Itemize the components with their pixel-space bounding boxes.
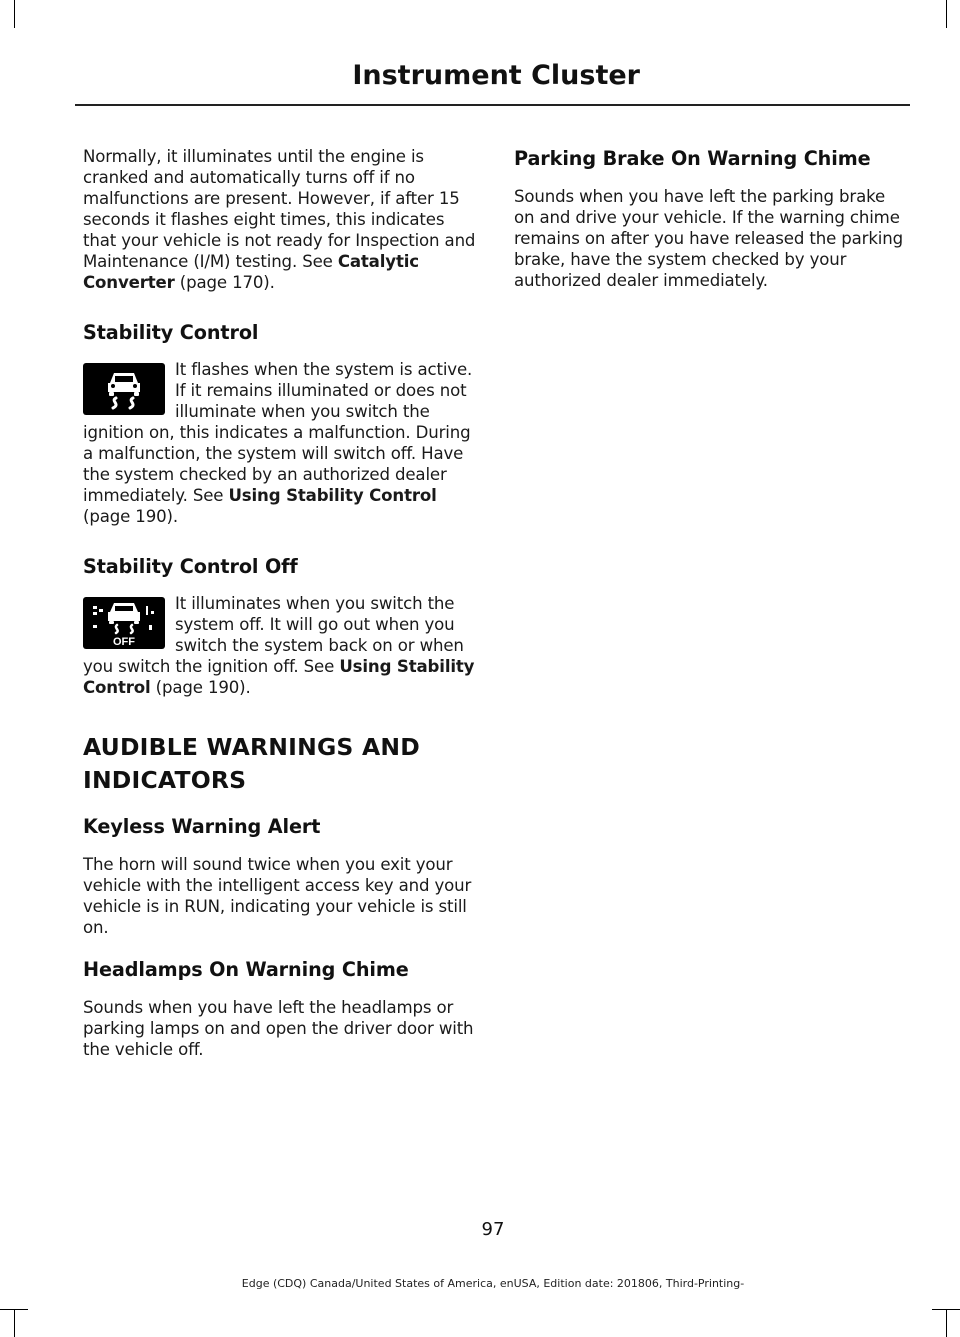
- stability-text: It flashes when the system is active. If it remains illuminated or does not illuminate when you switch the ignition on, this indicates a malfunction. During a malfunction, the system will switch off. Have the system checked by an authorized dealer immediately. See: [83, 360, 473, 505]
- crop-mark: [946, 1309, 947, 1337]
- using-stability-control-link[interactable]: Using Stability Control: [228, 486, 437, 505]
- stability-control-off-icon: [83, 597, 165, 649]
- header-rule: [75, 104, 910, 106]
- crop-mark: [932, 1309, 960, 1310]
- using-stability-control-link-2[interactable]: Using Stability Control: [83, 657, 475, 697]
- headlamps-warning-heading: Headlamps On Warning Chime: [83, 958, 409, 981]
- stability-control-off-heading: Stability Control Off: [83, 555, 298, 578]
- crop-mark: [14, 0, 15, 28]
- page-title: Instrument Cluster: [352, 60, 640, 91]
- intro-text: Normally, it illuminates until the engine is cranked and automatically turns off if no malfunctions are present. However, if after 15 seconds it flashes eight times, this indicates that your vehicle is not ready for Inspection and Maintenance (I/M) testing. See: [83, 147, 476, 271]
- stability-control-heading: Stability Control: [83, 321, 259, 344]
- stability-off-text: It illuminates when you switch the system off. It will go out when you switch the system back on or when you switch the ignition off. See: [83, 594, 464, 676]
- keyless-warning-heading: Keyless Warning Alert: [83, 815, 321, 838]
- crop-mark: [946, 0, 947, 28]
- audible-warnings-heading: AUDIBLE WARNINGS AND INDICATORS: [83, 733, 420, 794]
- footer-text: Edge (CDQ) Canada/United States of America, enUSA, Edition date: 201806, Third-Printing-: [241, 1277, 745, 1290]
- crop-mark: [0, 1309, 28, 1310]
- stability-page-ref: (page 190).: [83, 507, 178, 526]
- left-column: [83, 146, 478, 1060]
- stability-control-icon: [83, 363, 165, 415]
- parking-brake-heading: Parking Brake On Warning Chime: [514, 147, 871, 170]
- stability-control-section: [83, 359, 478, 527]
- catalytic-converter-link[interactable]: Catalytic Converter: [83, 252, 419, 292]
- stability-off-page-ref: (page 190).: [150, 678, 251, 697]
- keyless-warning-text: The horn will sound twice when you exit your vehicle with the intelligent access key and your vehicle is in RUN, indicating your vehicle is still on.: [83, 855, 472, 937]
- crop-mark: [14, 1309, 15, 1337]
- headlamps-warning-text: Sounds when you have left the headlamps or parking lamps on and open the driver door with the vehicle off.: [83, 998, 474, 1059]
- right-column: [514, 146, 909, 291]
- intro-page-ref: (page 170).: [174, 273, 275, 292]
- page-number: 97: [481, 1219, 505, 1240]
- stability-control-off-section: [83, 593, 478, 698]
- intro-paragraph: [83, 146, 478, 293]
- parking-brake-text: Sounds when you have left the parking brake on and drive your vehicle. If the warning chime remains on after you have released the parking brake, have the system checked by your authorized dealer immediately.: [514, 187, 903, 290]
- off-icon-label: OFF: [113, 636, 135, 648]
